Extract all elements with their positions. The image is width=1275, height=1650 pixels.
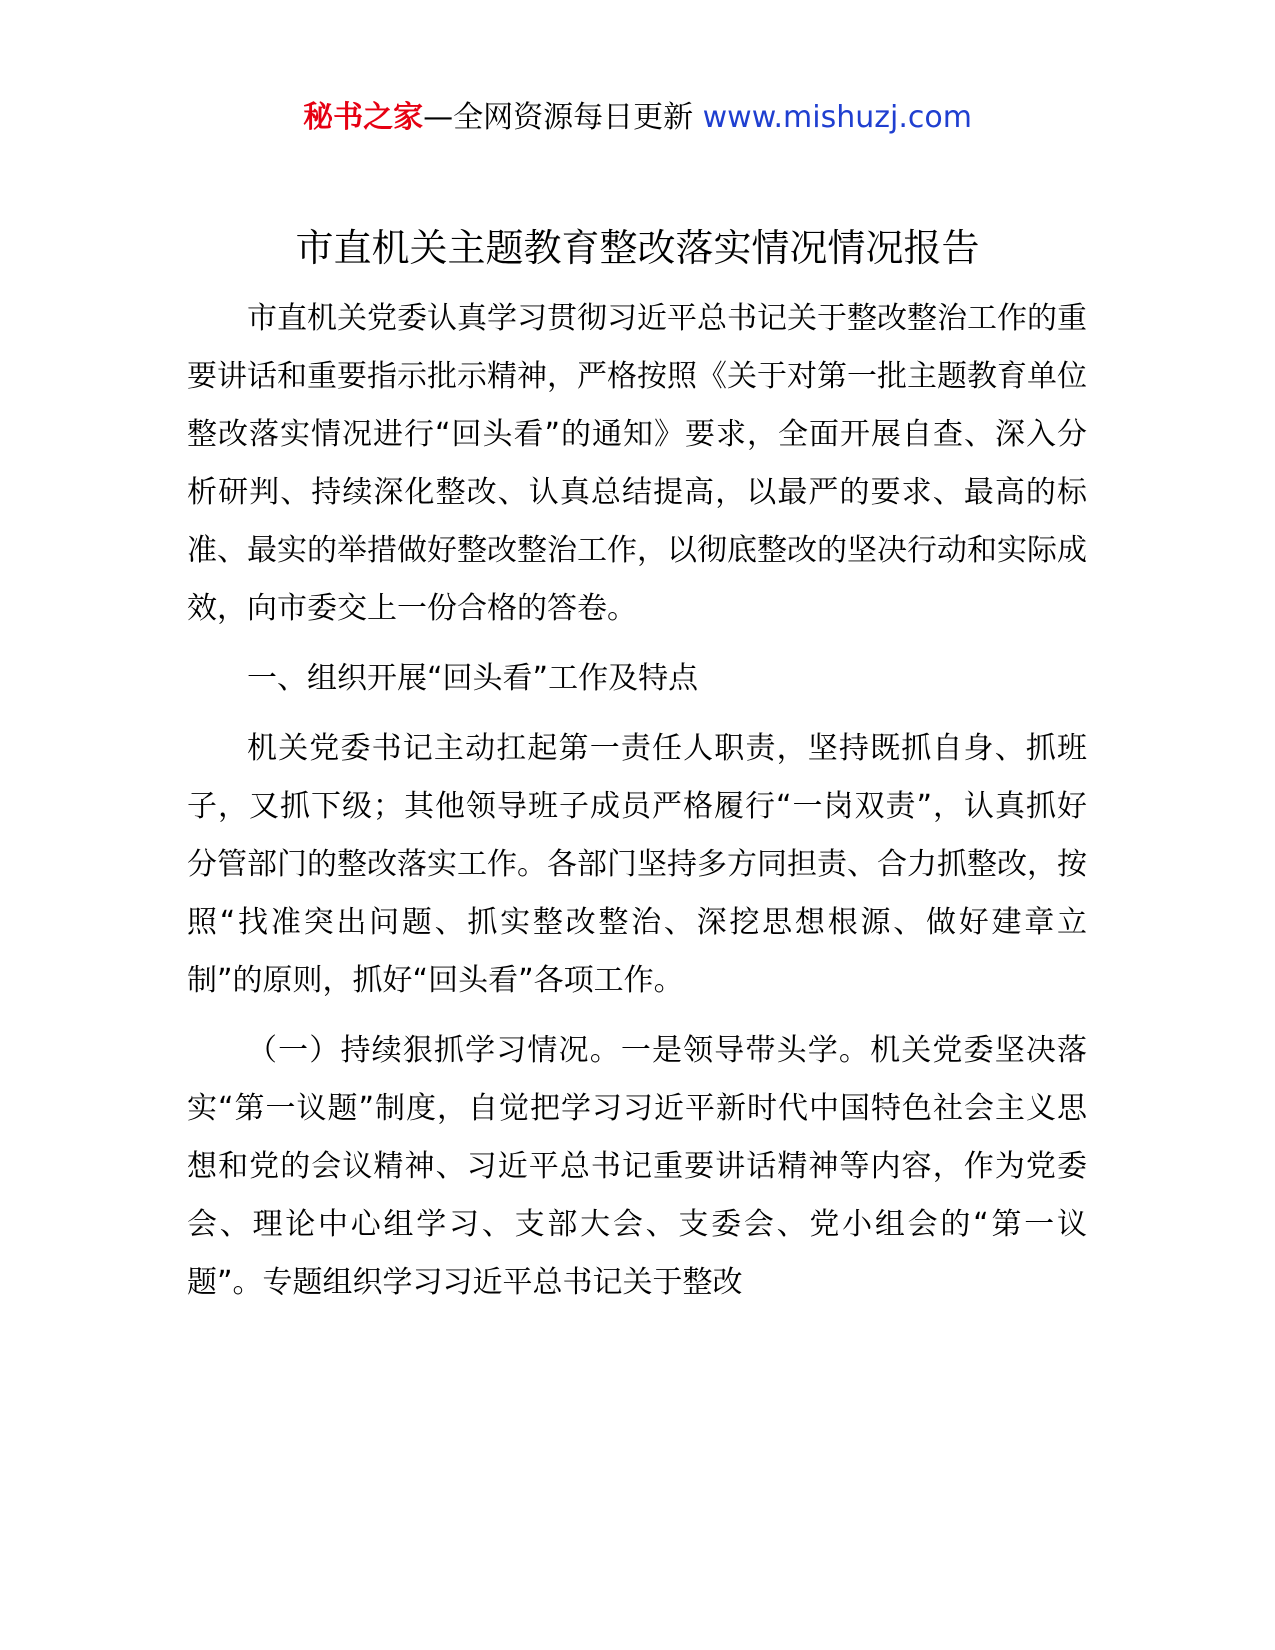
document-title: 市直机关主题教育整改落实情况情况报告 — [295, 226, 980, 270]
section-paragraph: 机关党委书记主动扛起第一责任人职责，坚持既抓自身、抓班子，又抓下级；其他领导班子成员严格履行“一岗双责”，认真抓好分管部门的整改落实工作。各部门坚持多方同担责、合力抓整改，按照“找准突出问题、抓实整改整治、深挖思想根源、做好建章立制”的原则，抓好“回头看”各项工作。 — [187, 731, 1087, 998]
site-tagline: —全网资源每日更新 — [423, 100, 694, 135]
intro-paragraph: 市直机关党委认真学习贯彻习近平总书记关于整改整治工作的重要讲话和重要指示批示精神，严格按照《关于对第一批主题教育单位整改落实情况进行“回头看”的通知》要求，全面开展自查、深入分析研判、持续深化整改、认真总结提高，以最严的要求、最高的标准、最实的举措做好整改整治工作，以彻底整改的坚决行动和实际成效，向市委交上一份合格的答卷。 — [187, 301, 1087, 626]
section-heading: 一、组织开展“回头看”工作及特点 — [247, 661, 699, 696]
brand-name: 秘书之家 — [303, 100, 424, 135]
site-header — [0, 96, 1275, 140]
site-url-link[interactable]: www.mishuzj.com — [702, 100, 972, 135]
document-body — [187, 290, 1087, 1324]
subsection-paragraph: （一）持续狠抓学习情况。一是领导带头学。机关党委坚决落实“第一议题”制度，自觉把学习习近平新时代中国特色社会主义思想和党的会议精神、习近平总书记重要讲话精神等内容，作为党委会、理论中心组学习、支部大会、支委会、党小组会的“第一议题”。专题组织学习习近平总书记关于整改 — [187, 1033, 1087, 1300]
